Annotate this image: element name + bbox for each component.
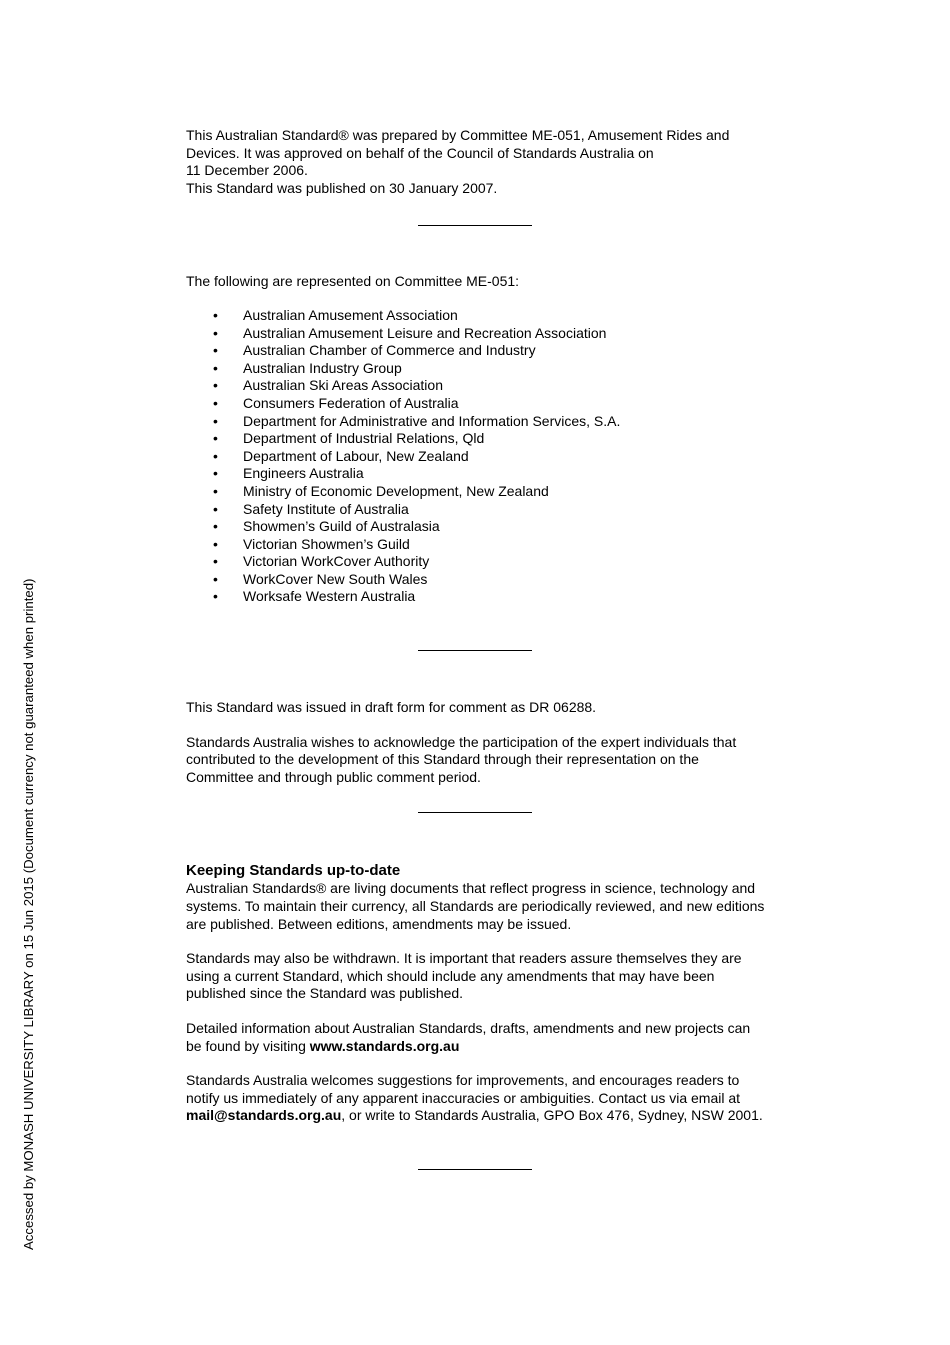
- list-item: • Australian Ski Areas Association: [186, 377, 786, 395]
- section-divider: [418, 812, 532, 813]
- list-item: • Showmen’s Guild of Australasia: [186, 518, 786, 536]
- intro-paragraph: [186, 127, 786, 197]
- list-item: • Department for Administrative and Information Services, S.A.: [186, 413, 786, 431]
- list-item: • Department of Industrial Relations, Qld: [186, 430, 786, 448]
- list-item: • Safety Institute of Australia: [186, 501, 786, 519]
- list-item: • Victorian Showmen’s Guild: [186, 536, 786, 554]
- list-item: • Australian Amusement Leisure and Recreation Association: [186, 325, 786, 343]
- paragraph-line: published since the Standard was published.: [186, 985, 464, 1002]
- currency-paragraph: [186, 880, 786, 933]
- section-divider: [418, 225, 532, 226]
- withdrawn-paragraph: [186, 950, 786, 1003]
- paragraph-text: be found by visiting: [186, 1037, 310, 1054]
- section-divider: [418, 650, 532, 651]
- contact-paragraph: [186, 1072, 786, 1125]
- paragraph-line: are published. Between editions, amendments may be issued.: [186, 915, 572, 932]
- acknowledgement-line: Committee and through public comment period.: [186, 768, 481, 785]
- list-item: • Consumers Federation of Australia: [186, 395, 786, 413]
- email-link[interactable]: mail@standards.org.au: [186, 1107, 342, 1124]
- information-paragraph: [186, 1020, 786, 1055]
- draft-issued-text: This Standard was issued in draft form for comment as DR 06288.: [186, 699, 597, 716]
- paragraph-line: using a current Standard, which should include any amendments that may have been: [186, 967, 715, 984]
- list-item: • Engineers Australia: [186, 465, 786, 483]
- paragraph-text: , or write to Standards Australia, GPO Box 476, Sydney, NSW 2001.: [341, 1107, 763, 1124]
- paragraph-line: systems. To maintain their currency, all Standards are periodically reviewed, and new editions: [186, 898, 765, 915]
- committee-lead: The following are represented on Committee ME-051:: [186, 273, 520, 290]
- list-item: • Victorian WorkCover Authority: [186, 553, 786, 571]
- intro-line: This Standard was published on 30 January 2007.: [186, 179, 498, 196]
- paragraph-line: Detailed information about Australian Standards, drafts, amendments and new projects can: [186, 1020, 751, 1036]
- paragraph-line: Standards Australia welcomes suggestions for improvements, and encourages readers to: [186, 1072, 740, 1089]
- intro-line: 11 December 2006.: [186, 162, 308, 179]
- paragraph-line: Standards may also be withdrawn. It is important that readers assure themselves they are: [186, 950, 742, 967]
- section-divider: [418, 1169, 532, 1170]
- list-item: • Worksafe Western Australia: [186, 588, 786, 606]
- list-item: • Ministry of Economic Development, New Zealand: [186, 483, 786, 501]
- list-item: • Australian Chamber of Commerce and Industry: [186, 342, 786, 360]
- access-notice: Accessed by MONASH UNIVERSITY LIBRARY on 15 Jun 2015 (Document currency not guaranteed when printed): [21, 578, 36, 1250]
- acknowledgement-line: contributed to the development of this Standard through their representation on the: [186, 751, 699, 768]
- list-item: • Department of Labour, New Zealand: [186, 448, 786, 466]
- acknowledgement-line: Standards Australia wishes to acknowledge the participation of the expert individuals that: [186, 733, 737, 750]
- committee-members-list: [186, 307, 786, 606]
- section-heading: Keeping Standards up-to-date: [186, 862, 401, 880]
- intro-line: This Australian Standard® was prepared by Committee ME-051, Amusement Rides and: [186, 127, 730, 143]
- list-item: • Australian Amusement Association: [186, 307, 786, 325]
- paragraph-line: notify us immediately of any apparent inaccuracies or ambiguities. Contact us via email at: [186, 1089, 741, 1106]
- acknowledgement-paragraph: [186, 734, 786, 787]
- list-item: • Australian Industry Group: [186, 360, 786, 378]
- paragraph-line: [186, 1107, 786, 1125]
- intro-line: Devices. It was approved on behalf of the Council of Standards Australia on: [186, 144, 654, 161]
- paragraph-line: Australian Standards® are living documents that reflect progress in science, technology and: [186, 880, 756, 897]
- list-item: • WorkCover New South Wales: [186, 571, 786, 589]
- page-content: [186, 127, 786, 1125]
- paragraph-line: [186, 1038, 786, 1056]
- website-link[interactable]: www.standards.org.au: [309, 1037, 460, 1054]
